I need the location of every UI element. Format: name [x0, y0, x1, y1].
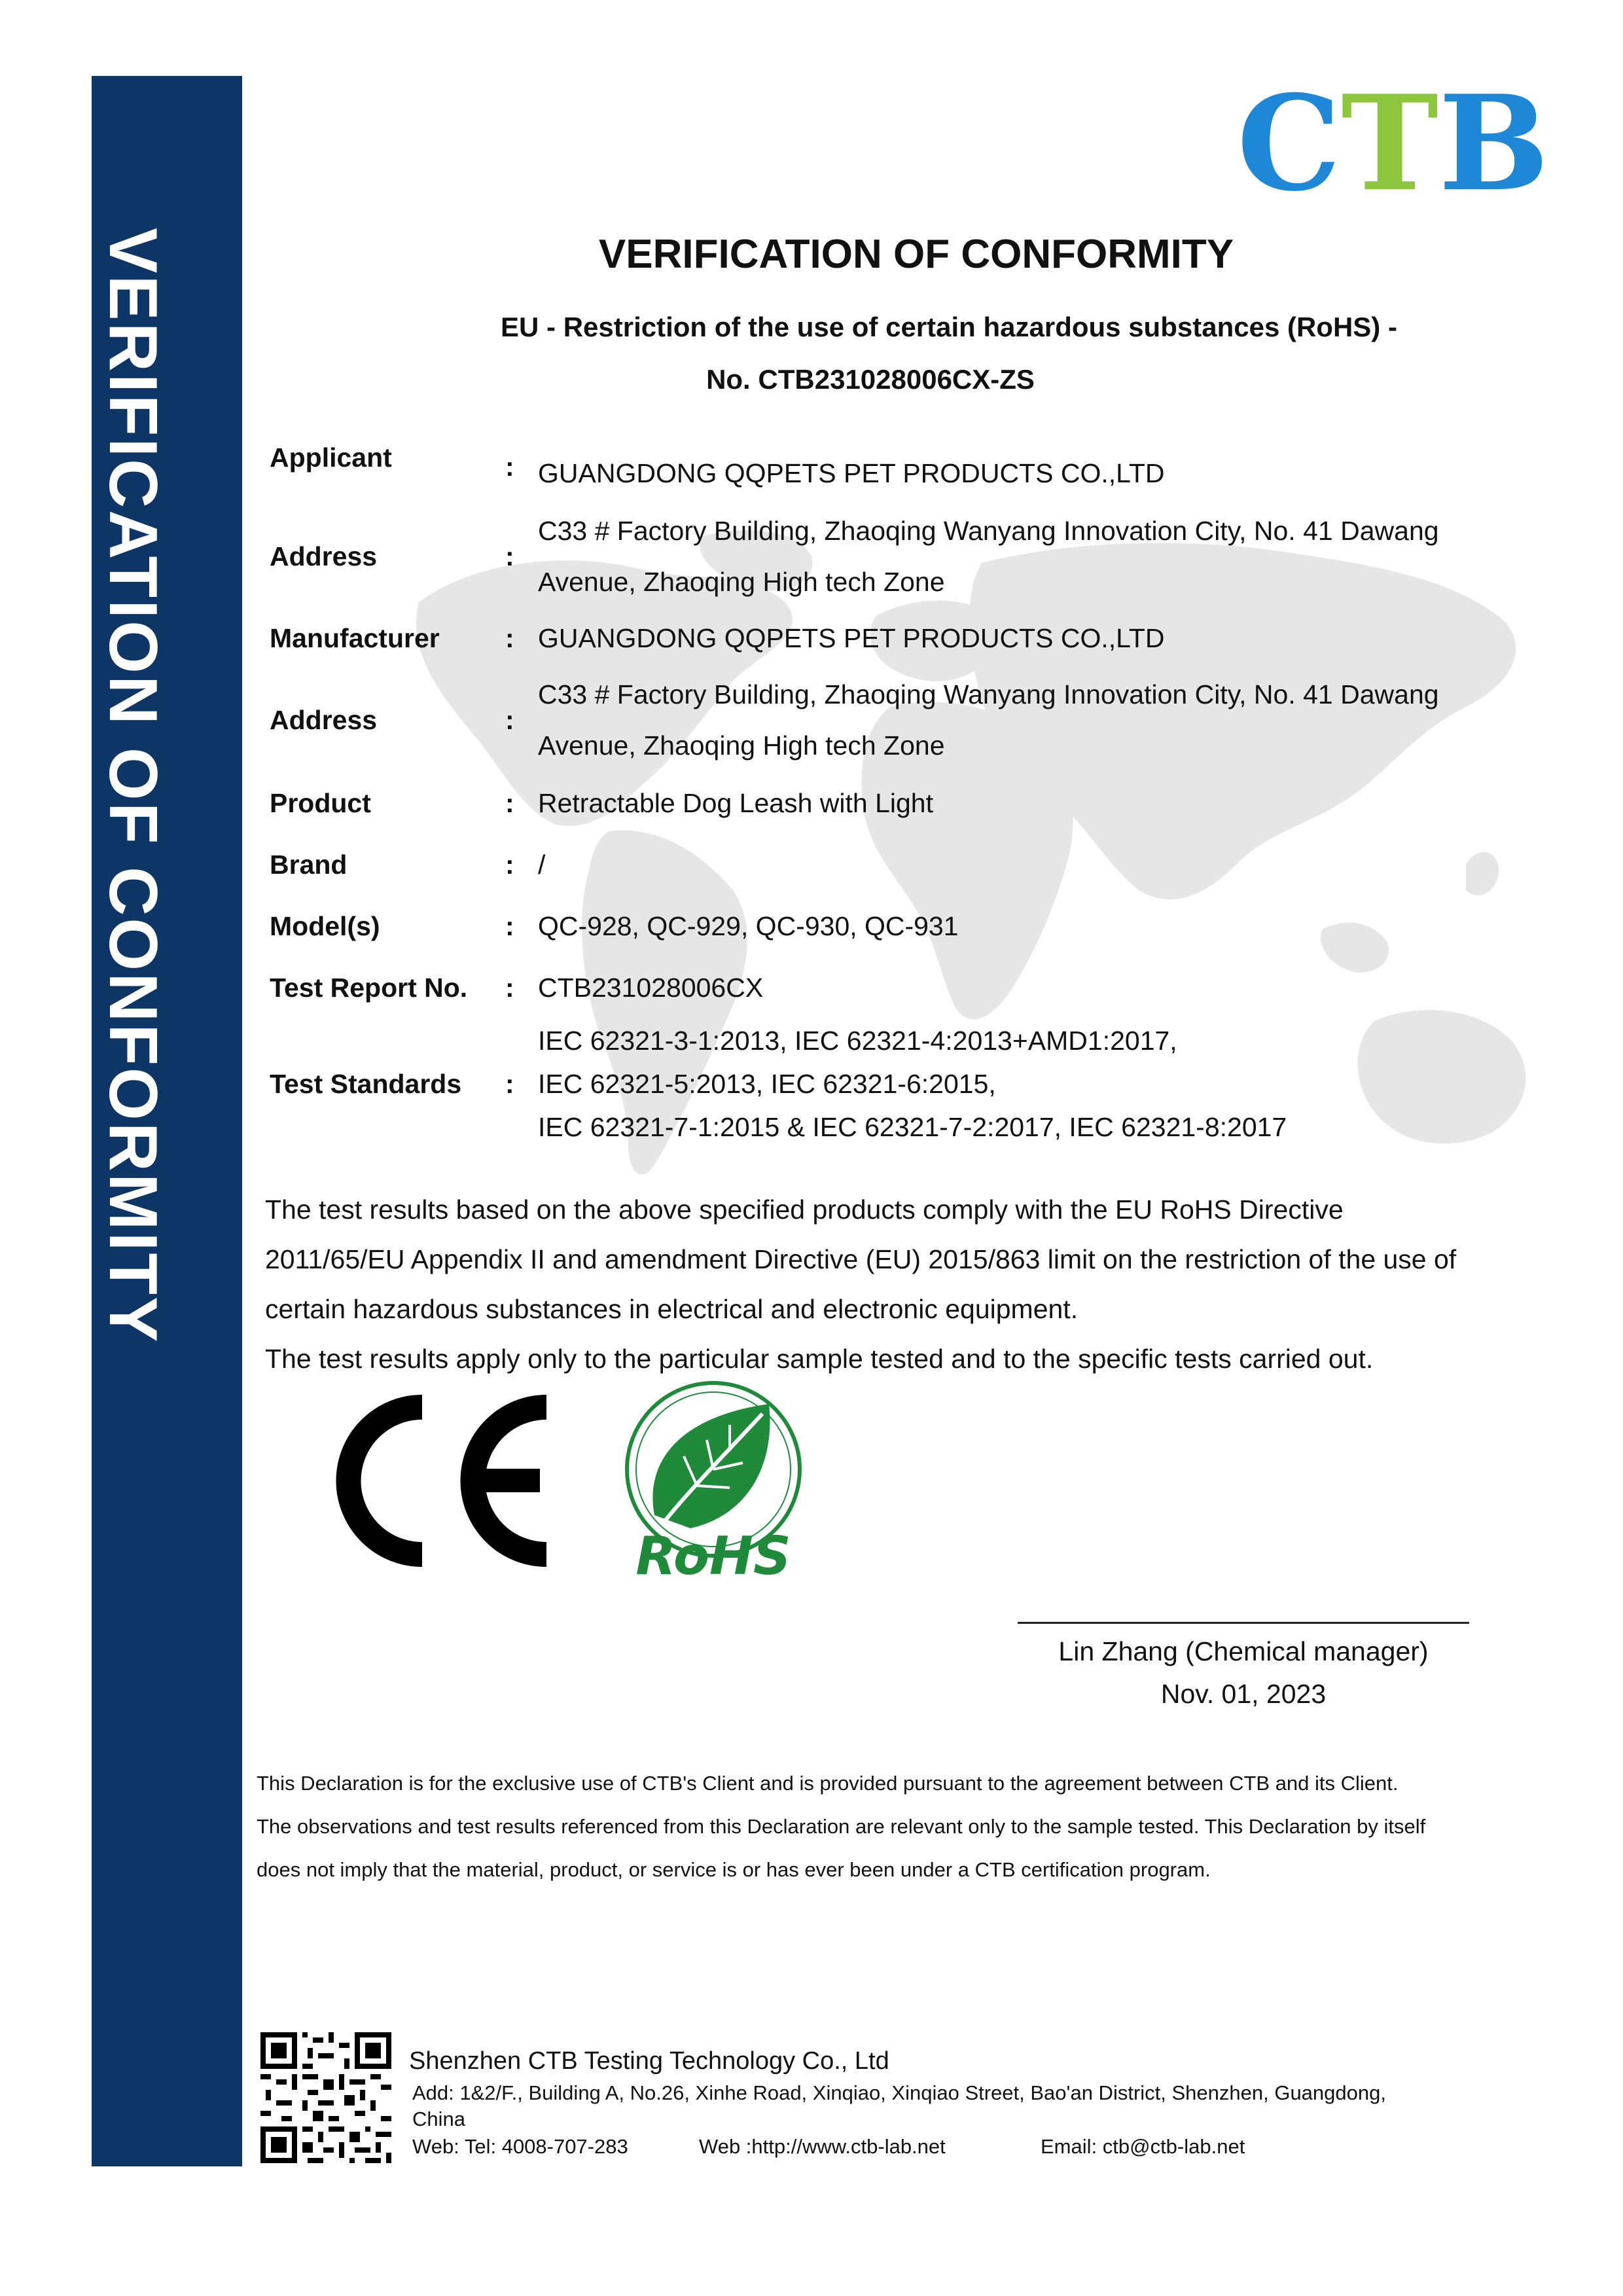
- value-manufacturer: GUANGDONG QQPETS PET PRODUCTS CO.,LTD: [538, 623, 1165, 653]
- standards-line3: IEC 62321-7-1:2015 & IEC 62321-7-2:2017, IEC 62321-8:2017: [538, 1112, 1287, 1142]
- colon: :: [505, 1068, 514, 1099]
- document-number: No. CTB231028006CX-ZS: [706, 364, 1035, 395]
- footer-website-link[interactable]: Web :http://www.ctb-lab.net: [699, 2135, 946, 2158]
- compliance-statement: [265, 1185, 1495, 1384]
- rohs-label: RoHS: [635, 1526, 791, 1587]
- standards-line1: IEC 62321-3-1:2013, IEC 62321-4:2013+AMD1:2017,: [538, 1026, 1177, 1056]
- value-applicant-address: [538, 505, 1513, 607]
- statement-line3: certain hazardous substances in electrical and electronic equipment.: [265, 1294, 1079, 1324]
- statement-line2: 2011/65/EU Appendix II and amendment Directive (EU) 2015/863 limit on the restriction of the use of: [265, 1244, 1457, 1274]
- colon: :: [505, 452, 514, 482]
- colon: :: [505, 849, 514, 880]
- side-banner-text: VERIFICATION OF CONFORMITY: [95, 228, 171, 1344]
- standards-line2: IEC 62321-5:2013, IEC 62321-6:2015,: [538, 1069, 996, 1099]
- statement-line1: The test results based on the above specified products comply with the EU RoHS Directive: [265, 1194, 1344, 1225]
- label-applicant: Applicant: [270, 442, 392, 473]
- applicant-address-line2: Avenue, Zhaoqing High tech Zone: [538, 567, 945, 597]
- signature-line: [1018, 1622, 1469, 1624]
- rohs-mark-icon: [618, 1378, 808, 1587]
- colon: :: [505, 622, 514, 653]
- footer-address: [412, 2080, 1486, 2132]
- colon: :: [505, 541, 514, 571]
- label-manufacturer: Manufacturer: [270, 622, 440, 653]
- signature-date: Nov. 01, 2023: [1160, 1679, 1327, 1709]
- disclaimer-line3: does not imply that the material, product, or service is or has ever been under a CTB certification program.: [257, 1858, 1211, 1881]
- label-manufacturer-address: Address: [270, 704, 378, 735]
- manufacturer-address-line1: C33 # Factory Building, Zhaoqing Wanyang Innovation City, No. 41 Dawang: [538, 679, 1439, 709]
- value-test-standards: [538, 1019, 1513, 1149]
- logo-letter-b: B: [1438, 67, 1550, 221]
- value-product: Retractable Dog Leash with Light: [538, 788, 933, 818]
- value-report-no: CTB231028006CX: [538, 973, 764, 1003]
- footer-company-name: Shenzhen CTB Testing Technology Co., Ltd: [409, 2047, 889, 2075]
- label-product: Product: [270, 787, 371, 818]
- colon: :: [505, 972, 514, 1003]
- row-brand: [270, 834, 1513, 895]
- disclaimer: [257, 1762, 1526, 1892]
- footer-telephone: Web: Tel: 4008-707-283: [412, 2135, 628, 2158]
- document-subtitle: EU - Restriction of the use of certain hazardous substances (RoHS) -: [501, 312, 1397, 342]
- row-applicant-address: [270, 504, 1513, 609]
- logo-letter-c: C: [1237, 67, 1342, 221]
- row-report-no: [270, 957, 1513, 1018]
- colon: :: [505, 704, 514, 735]
- row-test-standards: [270, 1018, 1513, 1149]
- certificate-details: [270, 439, 1513, 1149]
- value-brand: /: [538, 850, 546, 880]
- row-manufacturer-address: [270, 668, 1513, 772]
- disclaimer-line1: This Declaration is for the exclusive use of CTB's Client and is provided pursuant to the agreement between CTB and its Client.: [257, 1772, 1399, 1795]
- row-product: [270, 772, 1513, 834]
- qr-code-icon: [260, 2032, 391, 2163]
- colon: :: [505, 910, 514, 941]
- value-manufacturer-address: [538, 669, 1513, 771]
- label-models: Model(s): [270, 910, 380, 941]
- value-applicant: GUANGDONG QQPETS PET PRODUCTS CO.,LTD: [538, 458, 1165, 488]
- colon: :: [505, 787, 514, 818]
- label-applicant-address: Address: [270, 541, 378, 571]
- document-title: VERIFICATION OF CONFORMITY: [598, 232, 1234, 277]
- ce-mark-icon: [324, 1388, 579, 1574]
- row-applicant: [270, 439, 1513, 504]
- manufacturer-address-line2: Avenue, Zhaoqing High tech Zone: [538, 730, 945, 761]
- disclaimer-line2: The observations and test results referenced from this Declaration are relevant only to the sample tested. This Declaration by itself: [257, 1815, 1426, 1838]
- value-models: QC-928, QC-929, QC-930, QC-931: [538, 911, 959, 941]
- row-models: [270, 895, 1513, 957]
- footer-email-link[interactable]: Email: ctb@ctb-lab.net: [1041, 2135, 1245, 2158]
- signatory-name: Lin Zhang (Chemical manager): [1058, 1636, 1429, 1666]
- label-report-no: Test Report No.: [270, 972, 468, 1003]
- applicant-address-line1: C33 # Factory Building, Zhaoqing Wanyang Innovation City, No. 41 Dawang: [538, 516, 1439, 546]
- ctb-logo: [1237, 67, 1550, 221]
- logo-letter-t: T: [1341, 67, 1439, 221]
- footer-address-line1: Add: 1&2/F., Building A, No.26, Xinhe Road, Xinqiao, Xinqiao Street, Bao'an District, Shenzhen, Guangdong,: [412, 2081, 1386, 2104]
- footer-address-line2: China: [412, 2108, 465, 2130]
- statement-line4: The test results apply only to the particular sample tested and to the specific tests carried out.: [265, 1344, 1374, 1374]
- label-test-standards: Test Standards: [270, 1068, 462, 1099]
- row-manufacturer: [270, 609, 1513, 668]
- label-brand: Brand: [270, 849, 348, 880]
